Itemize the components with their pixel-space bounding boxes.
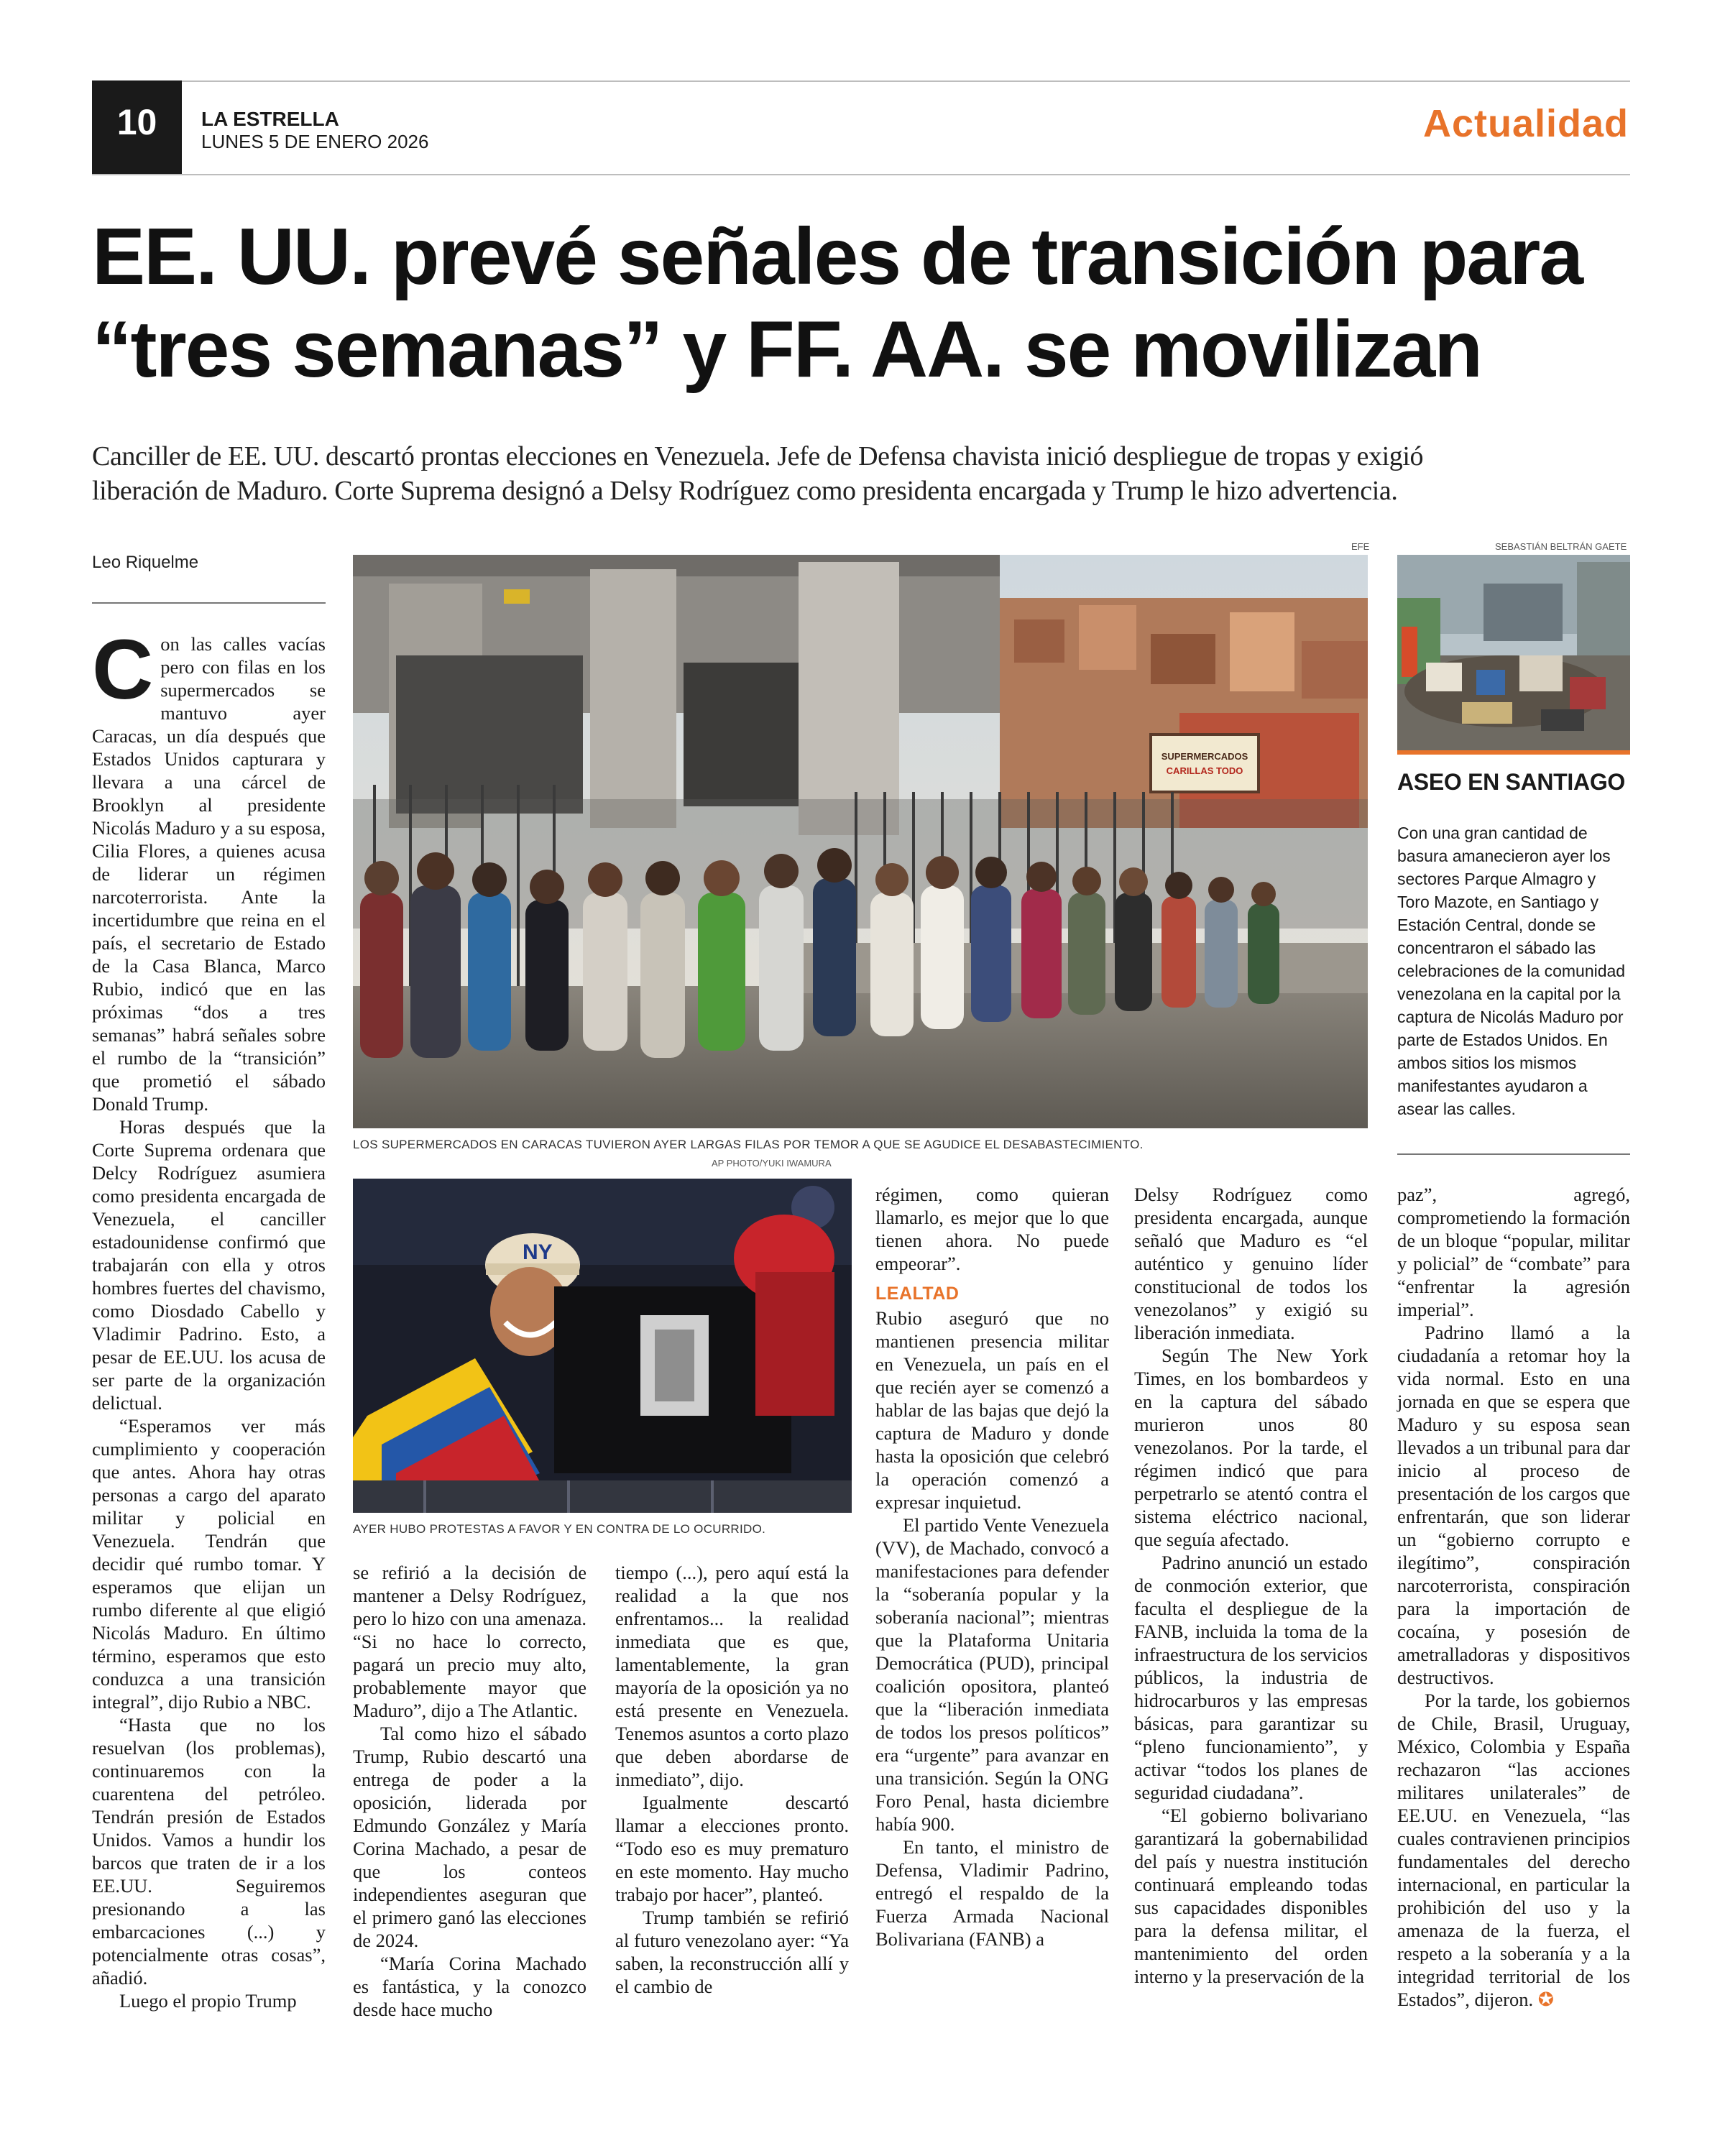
- article-column-5: [1134, 1183, 1368, 1988]
- header-bottom-rule: [92, 174, 1630, 175]
- deck-line-1: Canciller de EE. UU. descartó prontas elecciones en Venezuela. Jefe de Defensa chavista inició despliegue de tropas y exigió: [92, 441, 1424, 471]
- paragraph: “María Corina Machado es fantástica, y la conozco desde hace mucho: [353, 1953, 586, 2020]
- page-number: 10: [116, 102, 157, 142]
- main-photo: [353, 555, 1368, 1128]
- article-column-4: [875, 1183, 1109, 1950]
- paragraph: “Hasta que no los resuelvan (los problemas), continuaremos con la cuarentena del petróleo. Tendrán presión de Estados Unidos. Vamos a hundir los barcos que traten de ir a los EE.UU. Seguiremos presionando a las embarcaciones (...) y potencialmente otras cosas”, añadió.: [92, 1714, 326, 1989]
- paragraph: “Esperamos ver más cumplimiento y cooperación que antes. Ahora hay otras personas a cargo del aparato militar y policial en Venezuela. Tendrán que decidir qué rumbo tomar. Y esperamos que elijan un rumbo diferente al que eligió Nicolás Maduro. En último término, esperamos que esto conduzca a una transición integral”, dijo Rubio a NBC.: [92, 1415, 326, 1713]
- protest-scene: [353, 1179, 852, 1513]
- article-column-3: [615, 1561, 849, 1998]
- end-mark-icon: ✪: [1537, 1989, 1554, 2011]
- dropcap: C: [92, 622, 154, 717]
- paragraph: se refirió a la decisión de mantener a Delsy Rodríguez, pero lo hizo con una amenaza. “Si no hace lo correcto, pagará un precio muy alto, probablemente mayor que Maduro”, dijo a The Atlantic.: [353, 1562, 586, 1721]
- supermarket-queue-photo: [353, 555, 1368, 1128]
- paragraph: on las calles vacías pero con filas en los supermercados se mantuvo ayer Caracas, un día después que Estados Unidos capturara y llevara a una cárcel de Brooklyn al presidente Nicolás Maduro y a su esposa, Cilia Flores, a quienes acusa de liderar un régimen narcoterrorista. Ante la incertidumbre que reina en el país, el secretario de Estado de la Casa Blanca, Marco Rubio, indicó que en las próximas “dos a tres semanas” habrá señales sobre el rumbo de la “transición” que prometió el sábado Donald Trump.: [92, 633, 326, 1115]
- subhead-lealtad: LEALTAD: [875, 1284, 960, 1304]
- section-label: Actualidad: [1422, 102, 1629, 145]
- paragraph: Rubio aseguró que no mantienen presencia militar en Venezuela, un país en el que recién ayer se comenzó a hablar de las bajas que dejó la captura de Maduro y donde hasta la oposición que celebró la operación comenzó a expresar inquietud.: [875, 1307, 1109, 1513]
- paragraph: Según The New York Times, en los bombardeos y en la captura del sábado murieron unos 80 venezolanos. Por la tarde, el régimen indicó que para perpetrarlo se atentó contra el sistema eléctrico nacional, que seguía afectado.: [1134, 1345, 1368, 1550]
- paragraph: [1397, 1689, 1630, 2012]
- sidebar-title-rule: [1397, 750, 1630, 755]
- protest-photo: [353, 1179, 852, 1513]
- sidebar-text: Con una gran cantidad de basura amanecieron ayer los sectores Parque Almagro y Toro Mazote, en Santiago y Estación Central, donde se concentraron el sábado las celebraciones de la comunidad venezolana en la capital por la captura de Nicolás Maduro por parte de Estados Unidos. En ambos sitios los mismos manifestantes ayudaron a asear las calles.: [1397, 824, 1626, 1118]
- paragraph: Padrino llamó a la ciudadanía a retomar hoy la vida normal. Esto en una jornada en que se espera que Maduro y su esposa sean llevados a un tribunal para dar inicio al proceso de presentación de los cargos que enfrentarán, que son liderar un “gobierno corrupto e ilegítimo”, conspiración narcoterrorista, conspiración para la importación de cocaína, y posesión de ametralladoras y dispositivos destructivos.: [1397, 1322, 1630, 1688]
- headline-line-2: “tres semanas” y FF. AA. se movilizan: [92, 305, 1481, 394]
- sidebar-photo-credit: SEBASTIÁN BELTRÁN GAETE: [1495, 541, 1627, 552]
- sidebar-photo: [1397, 555, 1630, 750]
- svg-text:CARILLAS TODO: CARILLAS TODO: [1166, 765, 1243, 776]
- paragraph: En tanto, el ministro de Defensa, Vladimir Padrino, entregó el respaldo de la Fuerza Armada Nacional Bolivariana (FANB) a: [875, 1836, 1109, 1950]
- main-photo-credit: AP PHOTO/YUKI IWAMURA: [712, 1158, 832, 1169]
- paragraph: El partido Vente Venezuela (VV), de Machado, convocó a manifestaciones para defender la “soberanía popular y la soberanía nacional”; mientras que la Plataforma Unitaria Democrática (PUD), principal coalición opositora, planteó que la “liberación inmediata de todos los presos políticos” era “urgente” para avanzar en una transición. Según la ONG Foro Penal, hasta diciembre había 900.: [875, 1514, 1109, 1835]
- paragraph: Tal como hizo el sábado Trump, Rubio descartó una entrega de poder a la oposición, liderada por Edmundo González y María Corina Machado, a pesar de que los conteos independientes aseguran que el primero ganó las elecciones de 2024.: [353, 1723, 586, 1951]
- paragraph: Igualmente descartó llamar a elecciones pronto. “Todo eso es muy prematuro en este momento. Hay mucho trabajo por hacer”, planteó.: [615, 1792, 849, 1905]
- byline: Leo Riquelme: [92, 553, 199, 572]
- sidebar-bottom-rule: [1397, 1153, 1630, 1155]
- issue-date: LUNES 5 DE ENERO 2026: [201, 131, 429, 152]
- paragraph: régimen, como quieran llamarlo, es mejor que lo que tienen ahora. No puede empeorar”.: [875, 1184, 1109, 1274]
- protest-photo-caption: AYER HUBO PROTESTAS A FAVOR Y EN CONTRA DE LO OCURRIDO.: [353, 1522, 766, 1536]
- paragraph: “El gobierno bolivariano garantizará la gobernabilidad del país y nuestra institución continuará empleando todas sus capacidades disponibles para la defensa militar, el mantenimiento del orden interno y la preservación de la: [1134, 1805, 1368, 1987]
- header-rule: [92, 80, 1630, 82]
- article-column-1: [92, 622, 326, 2012]
- paragraph: Padrino anunció un estado de conmoción exterior, que faculta el despliegue de la FANB, incluida la toma de la infraestructura de los servicios públicos, la industria de hidrocarburos y las empresas básicas, para garantizar su “pleno funcionamiento”, y activar “todos los planes de seguridad ciudadana”.: [1134, 1552, 1368, 1803]
- deck-line-2: liberación de Maduro. Corte Suprema designó a Delsy Rodríguez como presidenta encargada y Trump le hizo advertencia.: [92, 476, 1398, 506]
- article-column-2: [353, 1561, 586, 2021]
- main-photo-credit-top: EFE: [1351, 541, 1370, 552]
- svg-text:NY: NY: [523, 1240, 553, 1264]
- paragraph: Trump también se refirió al futuro venezolano ayer: “Ya saben, la reconstrucción allí y el cambio de: [615, 1907, 849, 1997]
- main-photo-caption: LOS SUPERMERCADOS EN CARACAS TUVIERON AYER LARGAS FILAS POR TEMOR A QUE SE AGUDICE EL DESABASTECIMIENTO.: [353, 1138, 1144, 1151]
- paragraph: Horas después que la Corte Suprema ordenara que Delcy Rodríguez asumiera como presidenta encargada de Venezuela, el canciller estadounidense confirmó que trabajarán con ella y otros hombres fuertes del chavismo, como Diosdado Cabello y Vladimir Padrino. Esto, a pesar de EE.UU. los acusa de ser parte de la organización delictual.: [92, 1116, 326, 1414]
- svg-text:SUPERMERCADOS: SUPERMERCADOS: [1161, 751, 1248, 762]
- byline-rule: [92, 602, 326, 604]
- paragraph-text: Por la tarde, los gobiernos de Chile, Brasil, Uruguay, México, Colombia y España rechazaron “las acciones militares unilaterales” de EE.UU. en Venezuela, “las cuales contravienen principios fundamentales del derecho internacional, en particular la prohibición del uso y la amenaza de la fuerza, el respeto a la soberanía y a la integridad territorial de los Estados”, dijeron.: [1397, 1690, 1630, 2010]
- paragraph: Delsy Rodríguez como presidenta encargada, aunque señaló que Maduro es “el auténtico y genuino líder constitucional de todos los venezolanos” y exigió su liberación inmediata.: [1134, 1184, 1368, 1343]
- article-column-6: [1397, 1183, 1630, 2012]
- paragraph: paz”, agregó, comprometiendo la formación de un bloque “popular, militar y policial” de “combate” para “enfrentar la agresión imperial”.: [1397, 1184, 1630, 1320]
- paragraph: Luego el propio Trump: [119, 1990, 297, 2012]
- headline-line-1: EE. UU. prevé señales de transición para: [92, 212, 1583, 301]
- garbage-street-photo: [1397, 555, 1630, 750]
- sidebar-title: ASEO EN SANTIAGO: [1397, 769, 1626, 795]
- paper-name: LA ESTRELLA: [201, 108, 339, 130]
- paragraph: tiempo (...), pero aquí está la realidad a la que nos enfrentamos... la realidad inmediata que es que, lamentablemente, la gran mayoría de la oposición ya no está presente en Venezuela. Tenemos asuntos a corto plazo que deben abordarse de inmediato”, dijo.: [615, 1562, 849, 1790]
